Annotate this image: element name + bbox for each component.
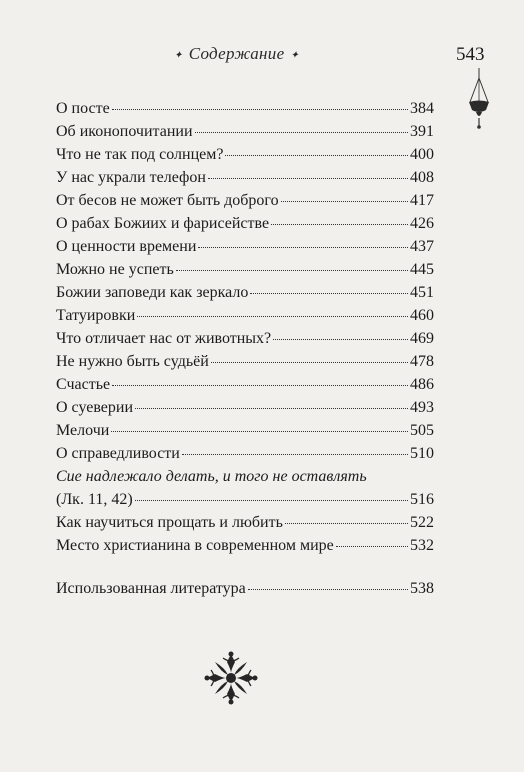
toc-entry-page: 522 [410, 514, 434, 531]
toc-entry [56, 422, 434, 445]
toc-entry-title: Можно не успеть [56, 261, 174, 278]
toc-entry-title: Счастье [56, 376, 111, 393]
dot-leader [195, 132, 408, 133]
toc-entry [56, 330, 434, 353]
toc-entry-title: Использованная литература [56, 580, 246, 597]
dot-leader [135, 408, 408, 409]
toc-entry [56, 100, 434, 123]
toc-entry [56, 146, 434, 169]
toc-entry [56, 580, 434, 603]
toc-entry-page: 493 [410, 399, 434, 416]
toc-entry-page: 426 [410, 215, 434, 232]
toc-entry-page: 384 [410, 100, 434, 117]
toc-entry [56, 261, 434, 284]
toc-entry [56, 491, 434, 514]
dot-leader [250, 293, 408, 294]
toc-entry [56, 514, 434, 537]
toc-entry-title: Мелочи [56, 422, 110, 439]
toc-entry-title: (Лк. 11, 42) [56, 491, 133, 508]
toc-entry-title: Не нужно быть судьёй [56, 353, 209, 370]
toc-entry [56, 284, 434, 307]
dot-leader [198, 247, 408, 248]
toc-entry-title: Божии заповеди как зеркало [56, 284, 249, 301]
toc-entry-page: 478 [410, 353, 434, 370]
toc-entry-page: 538 [410, 580, 434, 597]
lamp-icon [466, 68, 492, 130]
toc-entry-page: 486 [410, 376, 434, 393]
ornament-left-icon: ✦ [174, 49, 183, 61]
toc-entry-page: 451 [410, 284, 434, 301]
dot-leader [225, 155, 408, 156]
dot-leader [211, 362, 408, 363]
dot-leader [271, 224, 408, 225]
toc-entry-title: Что не так под солнцем? [56, 146, 224, 163]
toc-entry [56, 399, 434, 422]
dot-leader [208, 178, 408, 179]
toc-entry [56, 537, 434, 560]
toc-entry-page: 532 [410, 537, 434, 554]
toc-entry [56, 169, 434, 192]
toc-entry [56, 376, 434, 399]
toc-entry-title: Об иконопочитании [56, 123, 193, 140]
dot-leader [135, 500, 408, 501]
toc-entry-page: 516 [410, 491, 434, 508]
toc-entry-page: 437 [410, 238, 434, 255]
toc-entry-page: 391 [410, 123, 434, 140]
toc-entry-title: Что отличает нас от животных? [56, 330, 272, 347]
toc-entry-title: От бесов не может быть доброго [56, 192, 279, 209]
toc-entry-page: 408 [410, 169, 434, 186]
dot-leader [182, 454, 408, 455]
toc-entry-page: 445 [410, 261, 434, 278]
toc-entry [56, 192, 434, 215]
dot-leader [336, 546, 408, 547]
toc-entry-title: О справедливости [56, 445, 180, 462]
toc-entry [56, 307, 434, 330]
toc-entry-title: Сие надлежало делать, и того не оставлять [56, 468, 367, 485]
dot-leader [111, 431, 408, 432]
dot-leader [176, 270, 408, 271]
dot-leader [248, 589, 408, 590]
page-number: 543 [456, 44, 485, 65]
dot-leader [281, 201, 408, 202]
cross-ornament-icon [203, 650, 259, 706]
dot-leader [285, 523, 408, 524]
toc-entry-title: Как научиться прощать и любить [56, 514, 283, 531]
toc-entry [56, 123, 434, 146]
toc-entry-title: О суеверии [56, 399, 134, 416]
page-title: Содержание [188, 44, 285, 63]
toc-entry-title: О рабах Божиих и фарисействе [56, 215, 270, 232]
toc-entry-page: 510 [410, 445, 434, 462]
dot-leader [112, 109, 408, 110]
toc-entry-title: О ценности времени [56, 238, 197, 255]
toc-entry-special-line [56, 468, 434, 491]
toc-entry [56, 445, 434, 468]
toc-entry-title: Татуировки [56, 307, 136, 324]
toc-entry [56, 353, 434, 376]
toc-entry [56, 238, 434, 261]
ornament-right-icon: ✦ [290, 49, 300, 61]
toc-entry-page: 505 [410, 422, 434, 439]
dot-leader [112, 385, 408, 386]
toc-entry-title: Место христианина в современном мире [56, 537, 334, 554]
toc-entry-page: 417 [410, 192, 434, 209]
dot-leader [273, 339, 408, 340]
table-of-contents [56, 100, 434, 603]
toc-entry-page: 460 [410, 307, 434, 324]
toc-entry-page: 469 [410, 330, 434, 347]
toc-entry [56, 215, 434, 238]
toc-entry-title: О посте [56, 100, 110, 117]
dot-leader [137, 316, 408, 317]
toc-entry-page: 400 [410, 146, 434, 163]
toc-entry-title: У нас украли телефон [56, 169, 206, 186]
